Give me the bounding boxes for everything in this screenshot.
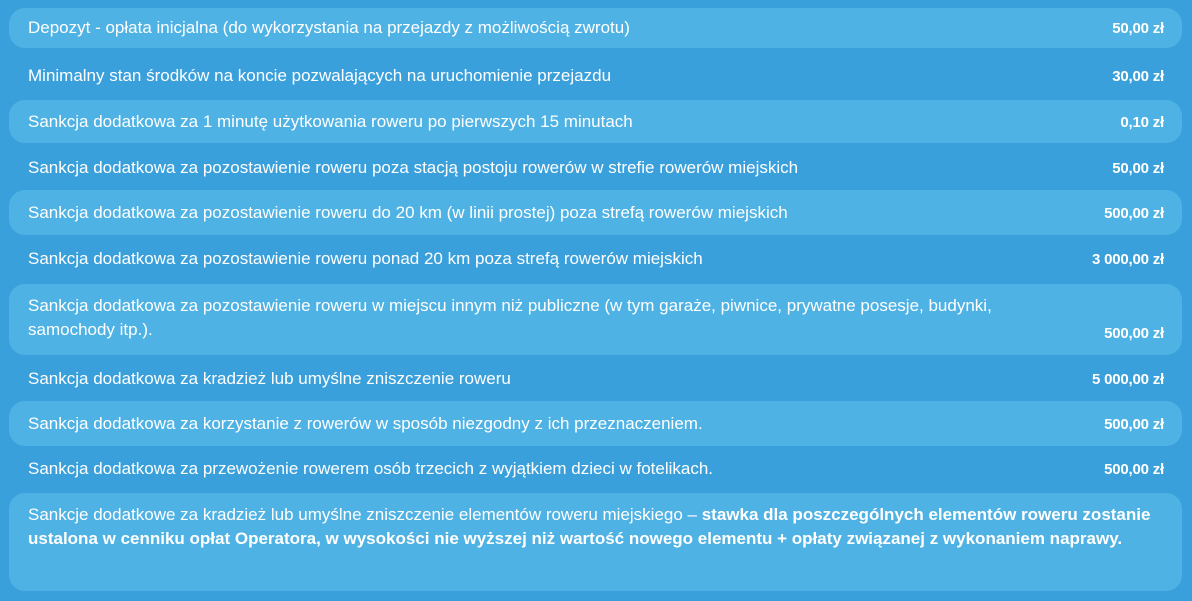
fee-amount: 500,00 zł <box>1104 205 1164 222</box>
fee-label: Sankcja dodatkowa za kradzież lub umyślne zniszczenie roweru <box>28 369 511 388</box>
fee-row <box>9 401 1182 446</box>
fee-amount: 50,00 zł <box>1112 160 1164 177</box>
fee-label: Sankcja dodatkowa za pozostawienie roweru poza stacją postoju rowerów w strefie rowerów miejskich <box>28 158 799 177</box>
fee-row <box>9 100 1182 143</box>
fee-amount: 500,00 zł <box>1104 325 1164 342</box>
final-note-bold-text: stawka dla poszczególnych elementów roweru zostanie ustalona w cenniku opłat Operatora, w wysokości nie wyższej niż wartość nowego elementu + opłaty związanej z wykonaniem naprawy. <box>28 505 1151 548</box>
fee-amount: 5 000,00 zł <box>1091 371 1164 388</box>
final-note <box>28 503 1152 551</box>
fee-amount: 3 000,00 zł <box>1091 251 1164 268</box>
fee-row <box>9 448 1182 490</box>
fee-label: Sankcja dodatkowa za korzystanie z rowerów w sposób niezgodny z ich przeznaczeniem. <box>28 414 703 433</box>
final-note-text: Sankcje dodatkowe za kradzież lub umyślne zniszczenie elementów roweru miejskiego – <box>28 505 702 524</box>
fee-amount: 500,00 zł <box>1104 461 1164 478</box>
fee-row <box>9 284 1182 355</box>
fee-amount: 50,00 zł <box>1112 20 1164 37</box>
fee-row <box>9 8 1182 48</box>
final-note-row <box>9 493 1182 591</box>
fee-label: Sankcja dodatkowa za pozostawienie roweru w miejscu innym niż publiczne (w tym garaże, piwnice, prywatne posesje, budynki, samochody itp.). <box>28 296 992 339</box>
fee-amount: 0,10 zł <box>1120 114 1164 131</box>
fee-amount: 500,00 zł <box>1104 416 1164 433</box>
fee-row <box>9 190 1182 235</box>
fee-label: Minimalny stan środków na koncie pozwalających na uruchomienie przejazdu <box>28 66 612 85</box>
fee-label: Sankcja dodatkowa za pozostawienie roweru ponad 20 km poza strefą rowerów miejskich <box>28 249 703 268</box>
fee-label: Sankcja dodatkowa za przewożenie rowerem osób trzecich z wyjątkiem dzieci w fotelikach. <box>28 459 714 478</box>
fee-row <box>9 56 1182 96</box>
fee-row <box>9 358 1182 400</box>
fee-label: Sankcja dodatkowa za pozostawienie roweru do 20 km (w linii prostej) poza strefą rowerów miejskich <box>28 203 788 222</box>
fee-row <box>9 238 1182 280</box>
fee-label: Sankcja dodatkowa za 1 minutę użytkowania roweru po pierwszych 15 minutach <box>28 112 633 131</box>
fee-amount: 30,00 zł <box>1112 68 1164 85</box>
fee-label: Depozyt - opłata inicjalna (do wykorzystania na przejazdy z możliwością zwrotu) <box>28 18 630 37</box>
fee-row <box>9 147 1182 187</box>
